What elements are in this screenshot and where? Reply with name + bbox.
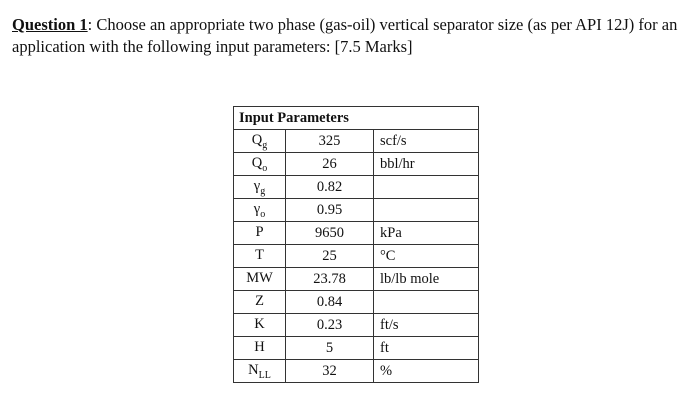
question-body: : Choose an appropriate two phase (gas-oil) vertical separator size (as per API 12J) for an application with the following input parameters: [7.5 Marks] bbox=[12, 15, 678, 56]
parameter-symbol bbox=[234, 314, 286, 337]
parameter-symbol bbox=[234, 291, 286, 314]
parameter-unit: bbl/hr bbox=[374, 153, 479, 176]
parameter-unit bbox=[374, 176, 479, 199]
table-row bbox=[234, 314, 479, 337]
parameter-symbol bbox=[234, 153, 286, 176]
parameter-symbol bbox=[234, 337, 286, 360]
parameter-value: 325 bbox=[286, 130, 374, 153]
table-row bbox=[234, 245, 479, 268]
parameter-value: 0.84 bbox=[286, 291, 374, 314]
parameter-symbol-base: H bbox=[254, 338, 265, 355]
input-parameters-table bbox=[233, 106, 479, 383]
parameter-symbol bbox=[234, 199, 286, 222]
parameter-symbol-base: MW bbox=[246, 269, 273, 286]
parameter-symbol bbox=[234, 176, 286, 199]
parameter-symbol-base: K bbox=[254, 315, 265, 332]
parameter-symbol-base: N bbox=[248, 361, 259, 378]
table-row bbox=[234, 360, 479, 383]
parameter-unit: % bbox=[374, 360, 479, 383]
table-row bbox=[234, 337, 479, 360]
parameter-symbol-subscript: g bbox=[260, 185, 266, 197]
parameter-symbol bbox=[234, 245, 286, 268]
parameter-value: 25 bbox=[286, 245, 374, 268]
parameter-unit: kPa bbox=[374, 222, 479, 245]
parameter-value: 23.78 bbox=[286, 268, 374, 291]
table-row bbox=[234, 153, 479, 176]
parameter-unit: ft/s bbox=[374, 314, 479, 337]
table-row bbox=[234, 176, 479, 199]
table-row bbox=[234, 268, 479, 291]
parameter-symbol-subscript: o bbox=[262, 162, 268, 174]
parameter-symbol-base: Q bbox=[251, 154, 263, 171]
parameter-symbol-base: Q bbox=[251, 131, 263, 148]
question-text bbox=[12, 14, 696, 58]
table-row bbox=[234, 130, 479, 153]
parameter-symbol bbox=[234, 268, 286, 291]
parameter-symbol-base: Z bbox=[255, 292, 264, 309]
parameter-symbol-subscript: o bbox=[260, 208, 266, 220]
table-body bbox=[234, 130, 479, 383]
parameter-symbol-subscript: LL bbox=[258, 369, 271, 381]
parameter-value: 5 bbox=[286, 337, 374, 360]
parameter-unit: lb/lb mole bbox=[374, 268, 479, 291]
parameter-unit: °C bbox=[374, 245, 479, 268]
parameter-value: 0.23 bbox=[286, 314, 374, 337]
parameter-value: 0.82 bbox=[286, 176, 374, 199]
table-header-row bbox=[234, 107, 479, 130]
parameter-symbol bbox=[234, 360, 286, 383]
parameter-unit: scf/s bbox=[374, 130, 479, 153]
parameter-value: 32 bbox=[286, 360, 374, 383]
parameter-symbol-base: γ bbox=[253, 177, 261, 194]
table-title: Input Parameters bbox=[234, 107, 374, 130]
parameter-symbol-base: T bbox=[255, 246, 264, 263]
parameter-value: 0.95 bbox=[286, 199, 374, 222]
parameter-symbol-base: γ bbox=[253, 200, 261, 217]
parameter-symbol bbox=[234, 130, 286, 153]
parameter-symbol-subscript: g bbox=[262, 139, 268, 151]
table-row bbox=[234, 222, 479, 245]
parameter-value: 9650 bbox=[286, 222, 374, 245]
parameter-unit: ft bbox=[374, 337, 479, 360]
parameter-symbol-base: P bbox=[255, 223, 264, 240]
table-row bbox=[234, 291, 479, 314]
table-row bbox=[234, 199, 479, 222]
question-label: Question 1 bbox=[12, 15, 88, 34]
table-title-blank bbox=[374, 107, 479, 130]
parameter-value: 26 bbox=[286, 153, 374, 176]
parameter-unit bbox=[374, 199, 479, 222]
parameter-symbol bbox=[234, 222, 286, 245]
parameter-unit bbox=[374, 291, 479, 314]
